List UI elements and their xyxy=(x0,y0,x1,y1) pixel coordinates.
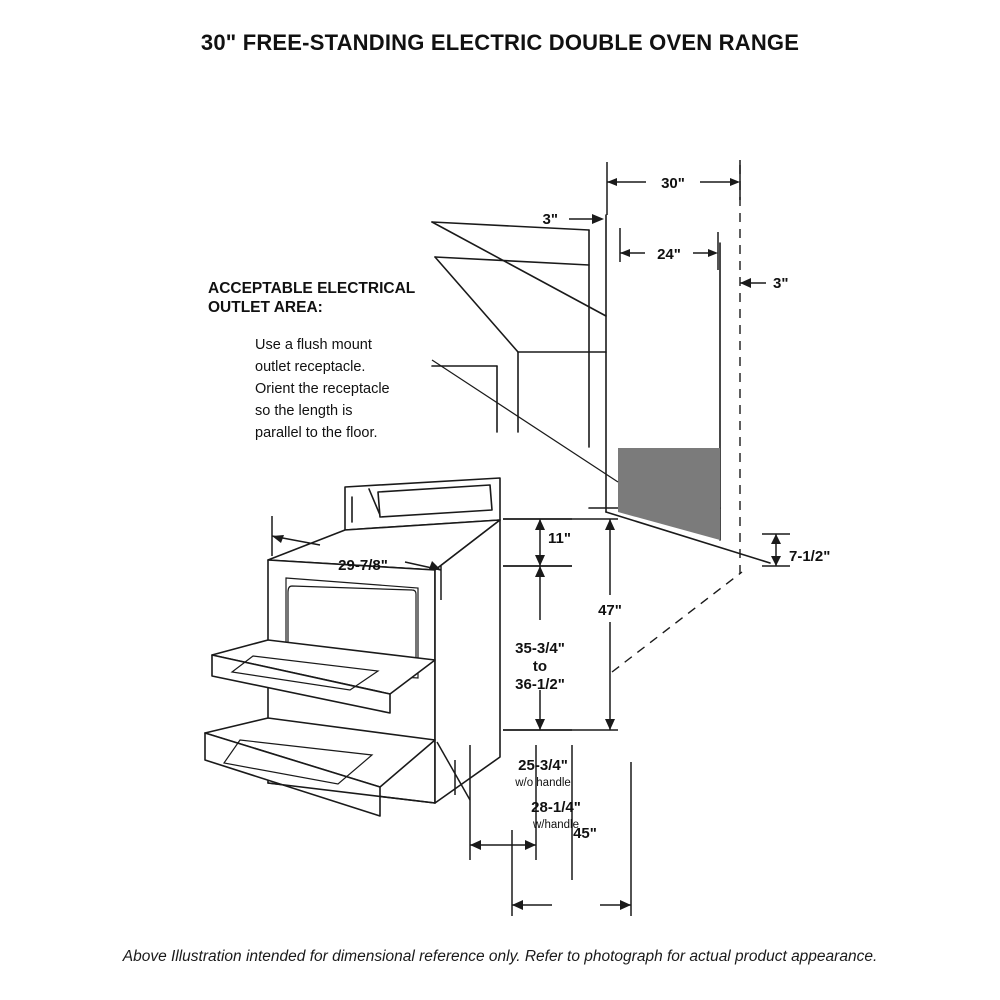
note-body-line3: Orient the receptacle xyxy=(255,381,390,397)
dim-label-30: 30" xyxy=(661,175,685,192)
dim-label-24: 24" xyxy=(657,246,681,263)
dim-outlet-height-7half xyxy=(762,534,830,566)
dim-total-height-47 xyxy=(503,519,622,730)
dim-label-28-1-4: 28-1/4" xyxy=(531,799,581,816)
note-heading-line2: OUTLET AREA: xyxy=(208,299,323,316)
dim-label-left-3: 3" xyxy=(542,211,558,228)
construction-dashed-lines xyxy=(612,165,742,672)
dim-cooktop-height xyxy=(503,566,572,730)
dim-label-36-1-2: 36-1/2" xyxy=(515,676,565,693)
footnote-text: Above Illustration intended for dimensional reference only. Refer to photograph for actual product appearance. xyxy=(122,948,878,965)
note-body-line5: parallel to the floor. xyxy=(255,425,378,441)
dim-note-wo-handle: w/o handle xyxy=(515,777,571,789)
dim-wall-left-offset-3 xyxy=(543,211,604,228)
dim-label-25-3-4: 25-3/4" xyxy=(518,757,568,774)
dim-label-11: 11" xyxy=(548,530,571,547)
dim-wall-right-offset-3 xyxy=(740,275,788,292)
dim-label-7-1-2: 7-1/2" xyxy=(789,548,831,565)
note-body-line1: Use a flush mount xyxy=(255,337,372,353)
page-title: 30" FREE-STANDING ELECTRIC DOUBLE OVEN RANGE xyxy=(200,30,800,55)
dim-note-w-handle: w/handle xyxy=(532,819,580,831)
dim-label-45: 45" xyxy=(573,825,597,842)
note-body-line2: outlet receptacle. xyxy=(255,359,366,375)
dim-label-29-7-8: 29-7/8" xyxy=(338,557,388,574)
dim-label-47: 47" xyxy=(598,602,622,619)
dim-backguard-height-11 xyxy=(503,519,572,566)
dim-label-right-3: 3" xyxy=(773,275,789,292)
note-heading-line1: ACCEPTABLE ELECTRICAL xyxy=(208,280,416,297)
dim-label-to: to xyxy=(532,658,548,675)
dim-wall-width-30 xyxy=(607,160,740,215)
dim-outlet-width-24 xyxy=(620,228,718,270)
note-body-line4: so the length is xyxy=(255,403,353,419)
dim-label-35-3-4: 35-3/4" xyxy=(515,640,565,657)
electrical-outlet-note xyxy=(208,280,415,441)
